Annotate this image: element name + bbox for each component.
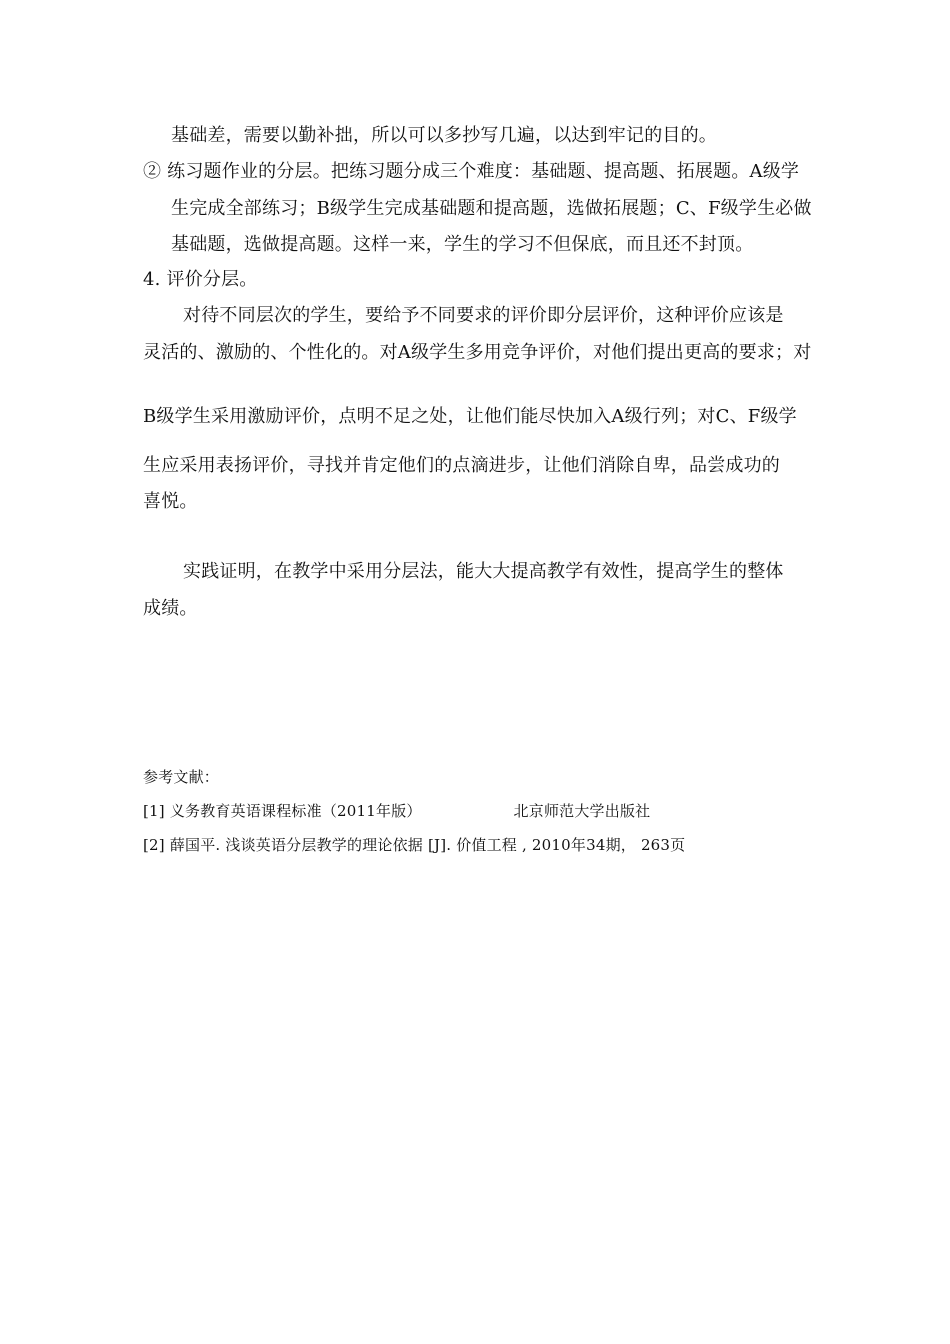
paragraph-line: 灵活的、激励的、个性化的。对A级学生多用竞争评价，对他们提出更高的要求；对 (143, 342, 812, 363)
paragraph-line: ② 练习题作业的分层。把练习题分成三个难度：基础题、提高题、拓展题。A级学 (143, 161, 800, 182)
reference-title: 义务教育英语课程标准（2011年版） (169, 802, 422, 820)
paragraph-line: 生完成全部练习；B级学生完成基础题和提高题，选做拓展题；C、F级学生必做 (171, 198, 812, 219)
paragraph-line: 成绩。 (143, 598, 198, 619)
paragraph-line: 基础题，选做提高题。这样一来，学生的学习不但保底，而且还不封顶。 (171, 234, 754, 255)
paragraph-line: 对待不同层次的学生，要给予不同要求的评价即分层评价，这种评价应该是 (183, 305, 784, 326)
reference-author: 薛国平. (169, 836, 221, 854)
references-heading: 参考文献： (143, 768, 220, 786)
paragraph-line: 实践证明，在教学中采用分层法，能大大提高教学有效性，提高学生的整体 (183, 561, 784, 582)
reference-item-2 (143, 835, 685, 855)
reference-number: [1] (143, 802, 165, 820)
paragraph-line: 喜悦。 (143, 491, 198, 512)
reference-number: [2] (143, 836, 165, 854)
reference-details: [J]. 价值工程 , 2010年34期， 263页 (427, 836, 686, 854)
reference-publisher: 北京师范大学出版社 (513, 802, 651, 820)
section-heading: 4. 评价分层。 (143, 269, 258, 290)
paragraph-line: B级学生采用激励评价，点明不足之处，让他们能尽快加入A级行列；对C、F级学 (143, 406, 797, 427)
paragraph-line: 基础差，需要以勤补拙，所以可以多抄写几遍，以达到牢记的目的。 (171, 125, 717, 146)
reference-item-1 (143, 801, 650, 821)
paragraph-line: 生应采用表扬评价，寻找并肯定他们的点滴进步，让他们消除自卑，品尝成功的 (143, 455, 780, 476)
reference-title: 浅谈英语分层教学的理论依据 (225, 836, 423, 854)
